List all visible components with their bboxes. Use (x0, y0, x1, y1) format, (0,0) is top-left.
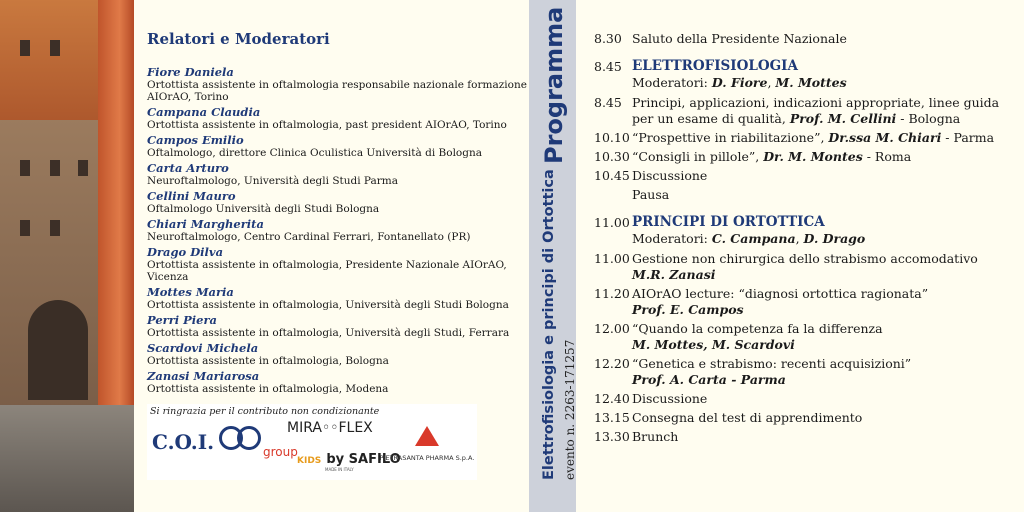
schedule-time: 8.45 (594, 95, 622, 110)
schedule-item: 11.00 Gestione non chirurgica dello strabismo accomodativo M.R. Zanasi (594, 251, 978, 282)
speaker-name: Perri Piera (147, 313, 217, 327)
safilo-label: by SAFILO (326, 452, 401, 467)
schedule-time: 8.45 (594, 59, 622, 74)
kids-label: KIDS (297, 456, 322, 466)
schedule-item (594, 31, 1014, 47)
schedule-time: 11.00 (594, 215, 630, 230)
speaker-name: Fiore Daniela (147, 65, 234, 79)
speaker-name: Chiari Margherita (147, 217, 264, 231)
speaker-role: Ortottista assistente in oftalmologia, Università degli Studi, Ferrara (147, 327, 510, 339)
session-title: PRINCIPI DI ORTOTTICA (632, 214, 825, 230)
speaker-entry (147, 246, 527, 283)
speaker-entry (147, 134, 527, 159)
coi-logo: C.O.I. (152, 430, 215, 454)
pietrasanta-label: PIETRASANTA PHARMA S.p.A. (379, 454, 475, 462)
schedule-text: Discussione (632, 168, 708, 183)
schedule-item: 11.20 AIOrAO lecture: “diagnosi ortottica ragionata” Prof. E. Campos (594, 286, 929, 317)
schedule-time: 12.20 (594, 356, 630, 371)
speaker-name: Carta Arturo (147, 161, 229, 175)
speaker-name: Zanasi Mariarosa (147, 369, 260, 383)
speakers-title: Relatori e Moderatori (147, 30, 330, 48)
speaker-role: Ortottista assistente in oftalmologia, Presidente Nazionale AIOrAO, Vicenza (147, 259, 507, 283)
schedule-text: Saluto della Presidente Nazionale (632, 31, 847, 46)
speaker-role: Ortottista assistente in oftalmologia, past president AIOrAO, Torino (147, 119, 507, 131)
speaker-role: Ortottista assistente in oftalmologia, Bologna (147, 355, 389, 367)
sponsor-note: Si ringrazia per il contributo non condizionante (150, 406, 380, 417)
speaker-name: Campana Claudia (147, 105, 261, 119)
speaker-entry (147, 190, 527, 215)
session-moderators: Moderatori: D. Fiore, M. Mottes (632, 75, 847, 90)
schedule-item: 10.30 “Consigli in pillole”, Dr. M. Montes - Roma (594, 149, 912, 164)
speaker-role: Ortottista assistente in oftalmologia responsabile nazionale formazione AIOrAO, Torino (147, 79, 527, 103)
schedule-text: Discussione (632, 391, 708, 406)
schedule-time: 13.15 (594, 410, 630, 425)
speaker-entry (147, 162, 527, 187)
made-in-italy-label: MADE IN ITALY (325, 467, 354, 472)
sponsor-box (147, 404, 477, 480)
schedule-time: 11.20 (594, 286, 630, 301)
schedule-text: Consegna del test di apprendimento (632, 410, 863, 425)
speakers-section (147, 30, 527, 398)
schedule-time: 10.45 (594, 168, 630, 183)
speaker-entry (147, 342, 527, 367)
schedule-text: Pausa (632, 187, 670, 202)
speaker-entry (147, 286, 527, 311)
speaker-role: Neuroftalmologo, Università degli Studi Parma (147, 175, 398, 187)
programme-schedule (594, 31, 1014, 448)
speaker-role: Ortottista assistente in oftalmologia, Modena (147, 383, 389, 395)
schedule-item (594, 168, 1014, 184)
schedule-time: 12.00 (594, 321, 630, 336)
schedule-item (594, 391, 1014, 407)
event-title: Elettrofisiologia e principi di Ortottica (541, 169, 557, 480)
speaker-entry (147, 66, 527, 103)
speaker-role: Oftalmologo, direttore Clinica Oculistica Università di Bologna (147, 147, 482, 159)
schedule-time: 13.30 (594, 429, 630, 444)
schedule-item: 12.00 “Quando la competenza fa la differenza M. Mottes, M. Scardovi (594, 321, 883, 352)
schedule-item: 12.20 “Genetica e strabismo: recenti acquisizioni” Prof. A. Carta - Parma (594, 356, 912, 387)
schedule-item: 8.45 Principi, applicazioni, indicazioni appropriate, linee guida per un esame di qualità, Prof. M. Cellini - Bologna (594, 95, 1000, 126)
schedule-time: 8.30 (594, 31, 622, 46)
schedule-item: 10.10 “Prospettive in riabilitazione”, Dr.ssa M. Chiari - Parma (594, 130, 995, 145)
speaker-name: Campos Emilio (147, 133, 244, 147)
schedule-time: 12.40 (594, 391, 630, 406)
speaker-entry (147, 314, 527, 339)
speaker-name: Scardovi Michela (147, 341, 259, 355)
schedule-item (594, 429, 1014, 445)
speaker-name: Drago Dilva (147, 245, 224, 259)
session-heading (594, 214, 1014, 231)
schedule-text: Brunch (632, 429, 679, 444)
schedule-time: 10.30 (594, 149, 630, 164)
session-title: ELETTROFISIOLOGIA (632, 58, 798, 74)
session-moderators: Moderatori: C. Campana, D. Drago (632, 231, 866, 246)
schedule-time: 10.10 (594, 130, 630, 145)
speaker-role: Neuroftalmologo, Centro Cardinal Ferrari, Fontanellato (PR) (147, 231, 471, 243)
speaker-name: Cellini Mauro (147, 189, 236, 203)
schedule-item (594, 187, 1014, 203)
speaker-entry (147, 106, 527, 131)
bologna-street-photo (0, 0, 134, 512)
schedule-item (594, 410, 1014, 426)
miraflex-logo: MIRA◦◦FLEX (287, 420, 373, 436)
pietrasanta-pharma-logo (377, 426, 477, 462)
speaker-entry (147, 218, 527, 243)
oo-group-label: group (263, 445, 298, 459)
speaker-entry (147, 370, 527, 395)
programma-heading: Programma (540, 6, 568, 164)
session-heading (594, 58, 1014, 75)
event-number: evento n. 2263-171257 (563, 339, 577, 480)
speaker-role: Oftalmologo Università degli Studi Bologna (147, 203, 380, 215)
speaker-role: Ortottista assistente in oftalmologia, Università degli Studi Bologna (147, 299, 509, 311)
speaker-name: Mottes Maria (147, 285, 234, 299)
schedule-time: 11.00 (594, 251, 630, 266)
